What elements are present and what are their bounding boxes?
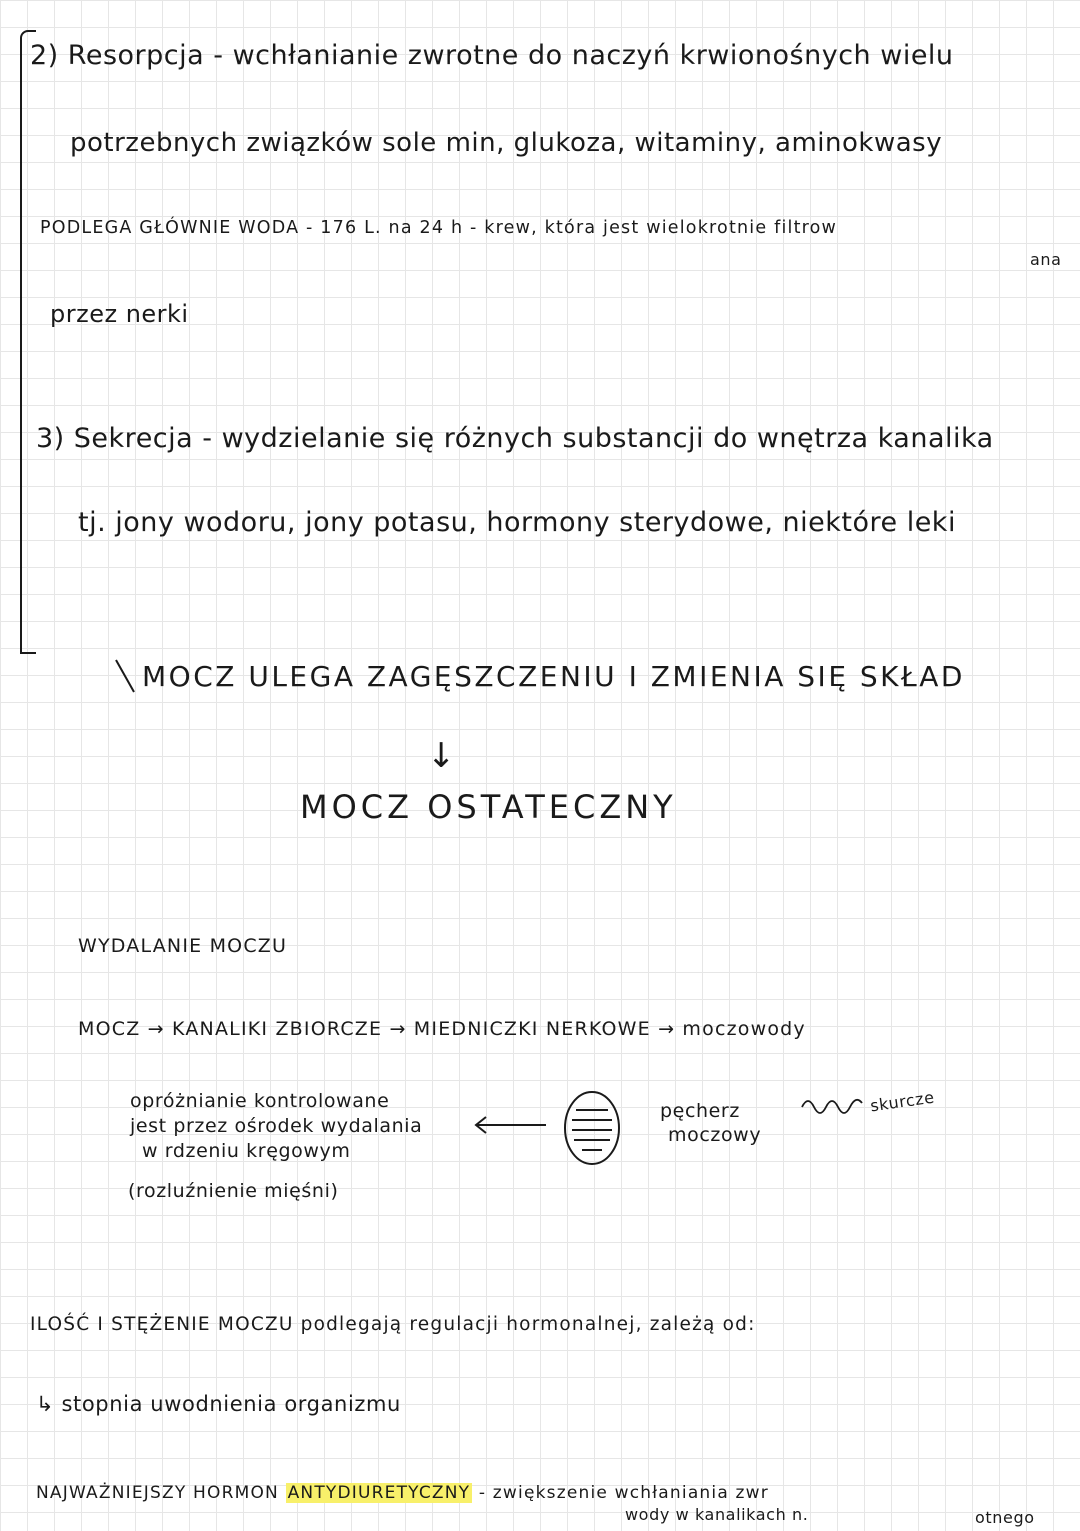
bladder-icon — [562, 1088, 622, 1168]
hormone-sub-2: otnego — [975, 1508, 1035, 1527]
bladder-label-2: moczowy — [668, 1124, 762, 1146]
section-bracket — [20, 30, 36, 654]
control-line-4: (rozluźnienie mięśni) — [128, 1180, 339, 1202]
control-line-3: w rdzeniu kręgowym — [142, 1140, 351, 1162]
excretion-heading: WYDALANIE MOCZU — [78, 935, 288, 957]
arrow-down-icon: ↓ — [427, 736, 456, 776]
resorption-line-4: przez nerki — [50, 300, 189, 328]
control-line-2: jest przez ośrodek wydalania — [130, 1115, 423, 1137]
final-urine-text: MOCZ OSTATECZNY — [300, 788, 677, 826]
resorption-line-3: PODLEGA GŁÓWNIE WODA - 176 L. na 24 h - krew, która jest wielokrotnie filtrow — [40, 218, 838, 238]
hormone-prefix: NAJWAŻNIEJSZY HORMON — [36, 1483, 286, 1503]
control-line-1: opróżnianie kontrolowane — [130, 1090, 390, 1112]
secretion-line-2: tj. jony wodoru, jony potasu, hormony sterydowe, niektóre leki — [78, 507, 956, 538]
hormone-line — [36, 1483, 769, 1503]
regulation-line-2: ↳ stopnia uwodnienia organizmu — [36, 1392, 401, 1416]
regulation-line-1: ILOŚĆ I STĘŻENIE MOCZU podlegają regulacji hormonalnej, zależą od: — [30, 1314, 756, 1335]
excretion-flow: MOCZ → KANALIKI ZBIORCZE → MIEDNICZKI NERKOWE → moczowody — [78, 1018, 806, 1040]
contractions-label: skurcze — [868, 1087, 936, 1116]
resorption-line-3-continuation: ana — [1030, 250, 1062, 269]
secretion-line-1: 3) Sekrecja - wydzielanie się różnych substancji do wnętrza kanalika — [36, 423, 994, 454]
hormone-highlight: ANTYDIURETYCZNY — [287, 1483, 471, 1503]
concentration-text: MOCZ ULEGA ZAGĘSZCZENIU I ZMIENIA SIĘ SKŁAD — [142, 660, 965, 693]
arrow-left-icon — [470, 1110, 550, 1140]
wave-icon — [800, 1085, 870, 1115]
resorption-line-2: potrzebnych związków sole min, glukoza, witaminy, aminokwasy — [70, 128, 943, 158]
resorption-line-1: 2) Resorpcja - wchłanianie zwrotne do naczyń krwionośnych wielu — [30, 40, 954, 71]
bladder-label-1: pęcherz — [660, 1100, 740, 1122]
hormone-suffix: - zwiększenie wchłaniania zwr — [472, 1483, 769, 1503]
branch-slash — [110, 656, 140, 696]
hormone-sub-1: wody w kanalikach n. — [625, 1505, 809, 1524]
